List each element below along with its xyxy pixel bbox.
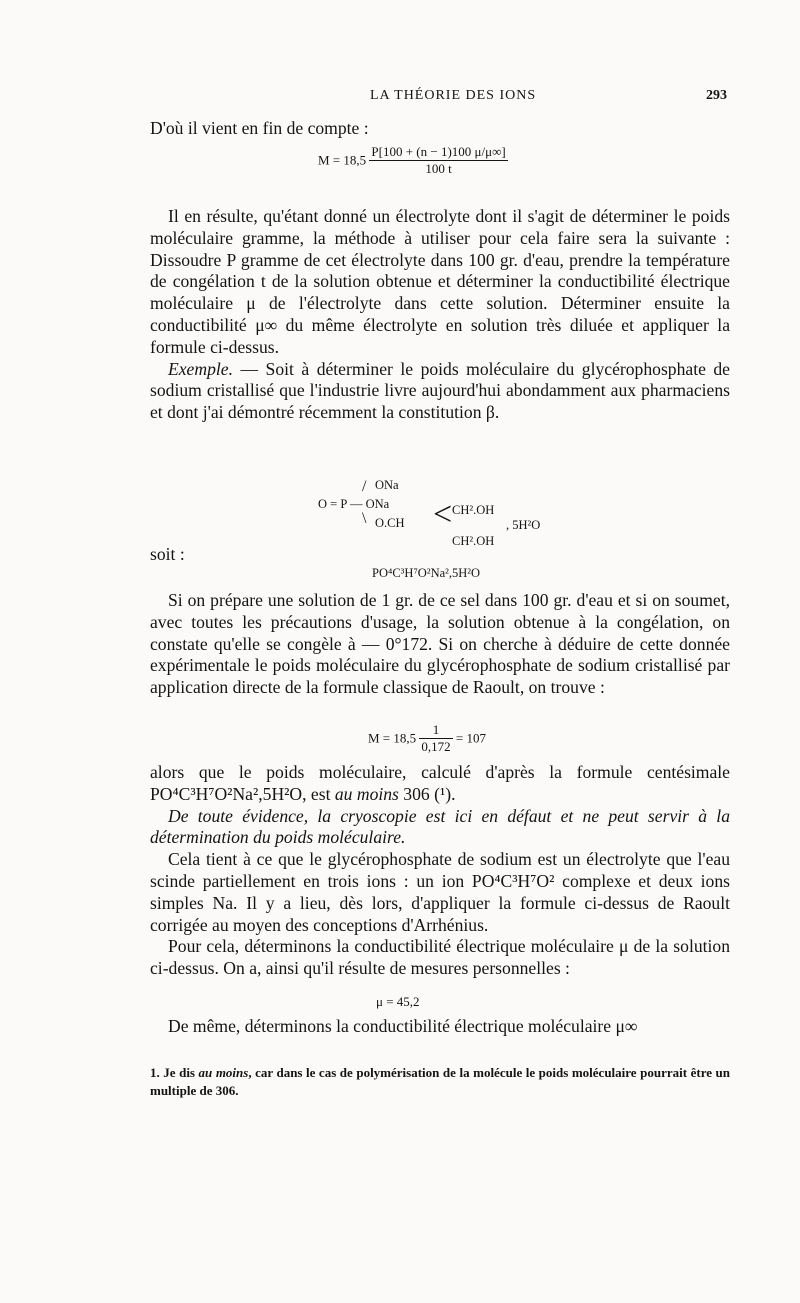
formula2-rhs: = 107 <box>455 730 486 746</box>
formula-raoult <box>368 722 486 755</box>
result-text-a: alors que le poids moléculaire, calculé d'après la formule centésimale PO⁴C³H⁷O²Na²,5H²O, est <box>150 762 730 804</box>
example-text: — Soit à déterminer le poids moléculaire du glycérophosphate de sodium cristallisé que l'industrie livre aujourd'hui abondamment aux pharmaciens et dont j'ai démontré récemment la constitution β. <box>150 358 730 423</box>
structure-bond-down: \ <box>362 510 367 527</box>
running-title: LA THÉORIE DES IONS <box>370 88 537 103</box>
formula1-fraction <box>369 144 507 177</box>
structure-water: , 5H²O <box>506 518 541 532</box>
evidence-text: De toute évidence, la cryoscopie est ici en défaut et ne peut servir à la détermination du poids moléculaire. <box>150 805 730 848</box>
formula1-lhs: M = 18,5 <box>318 152 367 168</box>
final-text: De même, déterminons la conductibilité électrique moléculaire μ∞ <box>168 1016 638 1036</box>
formula1-denominator: 100 t <box>425 161 452 176</box>
structure-och: O.CH <box>375 516 405 530</box>
structure-ona-top: ONa <box>375 478 399 492</box>
structure-ch2oh-top: CH².OH <box>452 503 495 517</box>
result-text-b: 306 (¹). <box>398 783 456 804</box>
evidence-paragraph <box>150 806 730 850</box>
footnote-number: 1. <box>150 1065 160 1080</box>
example-label: Exemple. <box>168 358 233 379</box>
paragraph-experiment <box>150 590 730 699</box>
formula2-numerator: 1 <box>419 722 452 739</box>
result-text-italic: au moins <box>334 783 399 804</box>
paragraph-results <box>150 762 730 980</box>
structure-formula: PO⁴C³H⁷O²Na²,5H²O <box>372 566 481 580</box>
formula-molecular-weight <box>318 144 508 177</box>
footnote-text-b: , car dans le cas de polymérisation de la molécule le poids moléculaire pourrait être un multiple de 306. <box>150 1065 730 1098</box>
paragraph-final <box>150 1016 730 1038</box>
intro-paragraph <box>150 118 730 140</box>
formula2-lhs: M = 18,5 <box>368 730 417 746</box>
structure-bond-up: / <box>362 478 367 495</box>
footnote-text-italic: au moins <box>198 1065 249 1080</box>
footnote <box>150 1064 730 1100</box>
footnote-text-a: Je dis <box>159 1065 199 1080</box>
conductivity-text: Pour cela, déterminons la conductibilité électrique moléculaire μ de la solution ci-dessus. On a, ainsi qu'il résulte de mesures personnelles : <box>150 936 730 979</box>
structure-phosphate: O = P — ONa <box>318 497 390 511</box>
paragraph-method <box>150 206 730 424</box>
formula1-numerator: P[100 + (n − 1)100 μ/μ∞] <box>371 144 506 159</box>
structure-ch2oh-bottom: CH².OH <box>452 534 495 548</box>
formula2-denominator: 0,172 <box>421 739 451 754</box>
running-head <box>0 88 800 108</box>
structure-branch: < <box>433 496 453 533</box>
experiment-text: Si on prépare une solution de 1 gr. de ce sel dans 100 gr. d'eau et si on soumet, avec toutes les précautions d'usage, la solution obtenue à la congélation, on constate qu'elle se congèle à — 0°172. Si on cherche à déduire de cette donnée expérimentale le poids moléculaire du glycérophosphate de sodium cristallisé par application directe de la formule classique de Raoult, on trouve : <box>150 590 730 698</box>
formula2-fraction <box>419 722 452 755</box>
page-number: 293 <box>706 88 727 103</box>
ions-text: Cela tient à ce que le glycérophosphate de sodium est un électrolyte que l'eau scinde partiellement en trois ions : un ion PO⁴C³H⁷O² complexe et deux ions simples Na. Il y a lieu, dès lors, d'appliquer la formule ci-dessus de Raoult corrigée au moyen des conceptions d'Arrhénius. <box>150 849 730 935</box>
soit-line <box>150 544 730 566</box>
result-paragraph <box>150 762 730 806</box>
method-text: Il en résulte, qu'étant donné un électrolyte dont il s'agit de déterminer le poids moléculaire gramme, la méthode à utiliser pour cela faire sera la suivante : Dissoudre P gramme de cet électrolyte dans 100 gr. d'eau, prendre la température de congélation t de la solution obtenue et déterminer la conductibilité électrique moléculaire μ de l'électrolyte dans cette solution. Déterminer ensuite la conductibilité μ∞ du même électrolyte en solution très diluée et appliquer la formule ci-dessus. <box>150 206 730 357</box>
formula-mu: μ = 45,2 <box>376 994 420 1009</box>
intro-text: D'où il vient en fin de compte : <box>150 118 369 138</box>
example-paragraph <box>150 359 730 424</box>
soit-label: soit : <box>150 544 185 564</box>
